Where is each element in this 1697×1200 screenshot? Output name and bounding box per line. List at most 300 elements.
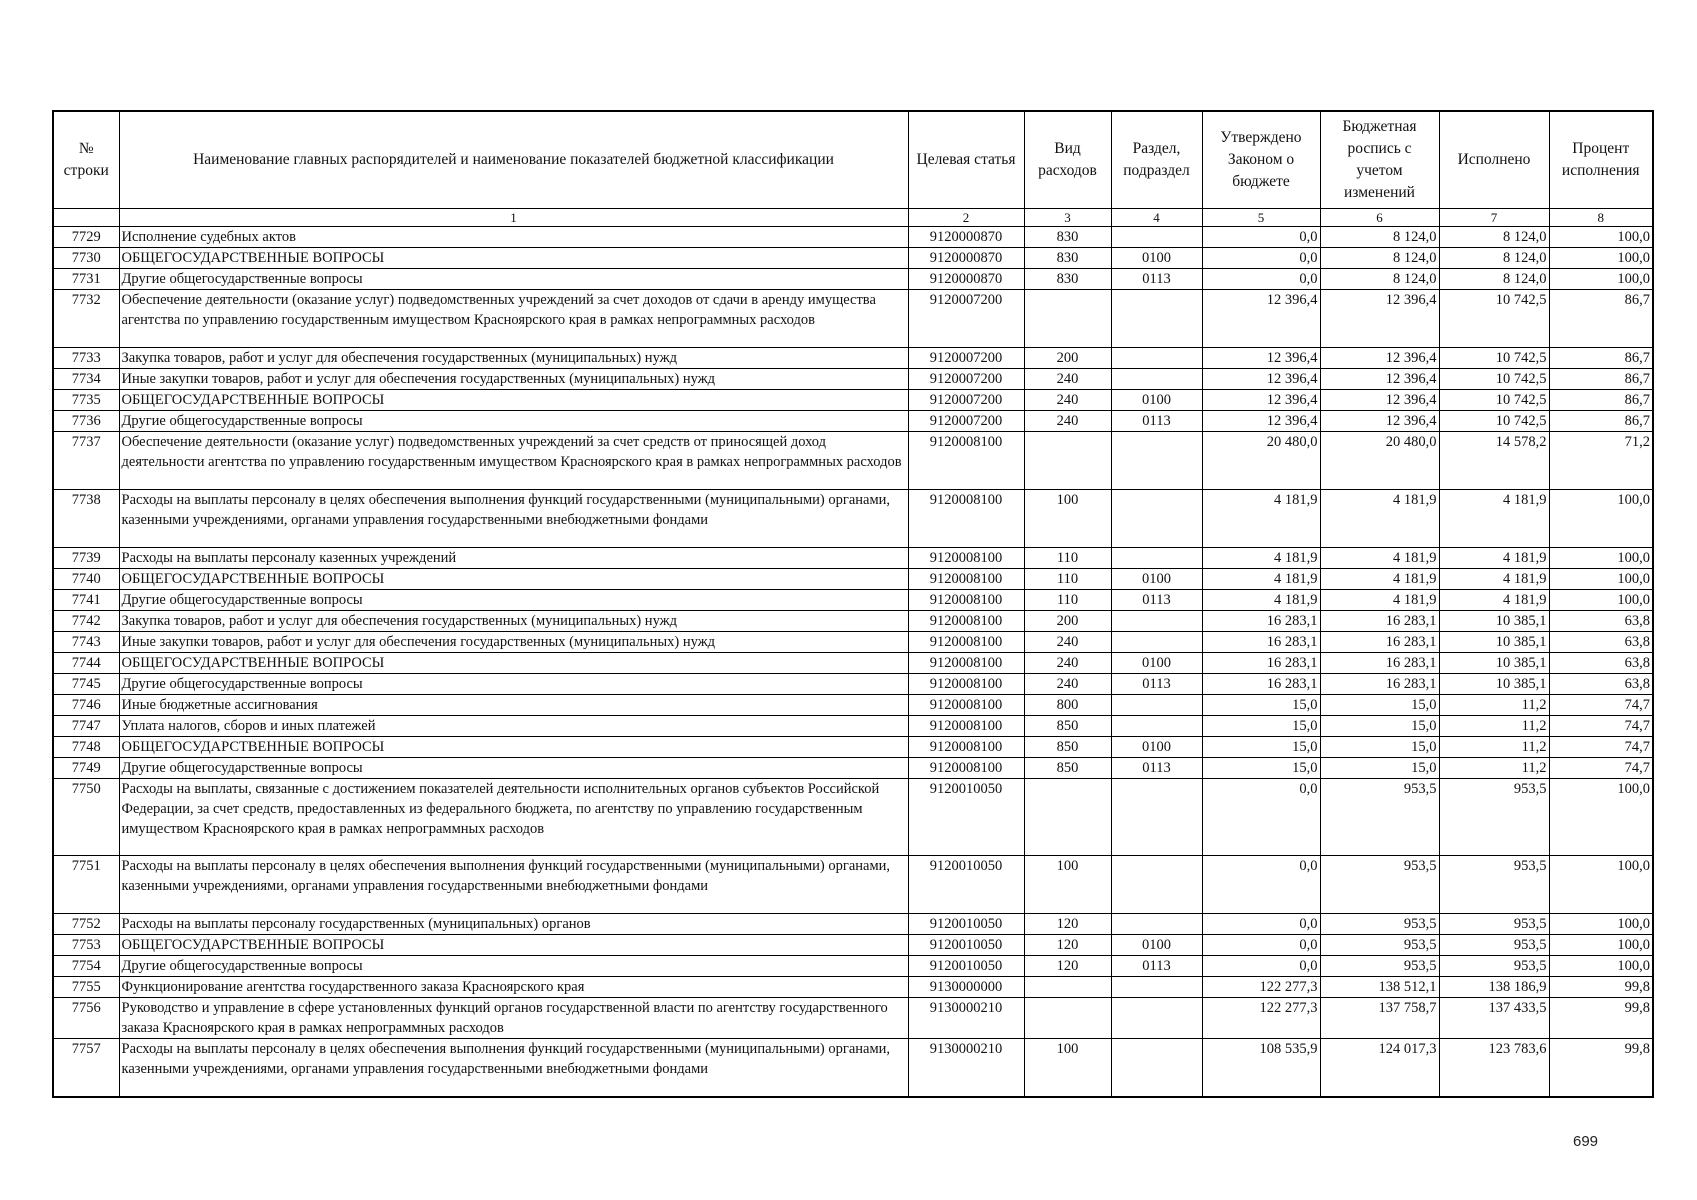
header-executed: Исполнено: [1439, 111, 1549, 209]
row-budget: 15,0: [1320, 716, 1439, 737]
row-section: [1111, 369, 1202, 390]
row-budget: 137 758,7: [1320, 998, 1439, 1039]
row-target: 9120000870: [908, 248, 1024, 269]
row-name: Иные бюджетные ассигнования: [119, 695, 908, 716]
column-number: 1: [119, 209, 908, 227]
row-target: 9120008100: [908, 569, 1024, 590]
row-percent: 100,0: [1549, 548, 1653, 569]
row-budget: 4 181,9: [1320, 548, 1439, 569]
row-type: 240: [1024, 411, 1111, 432]
row-approved: 0,0: [1202, 269, 1320, 290]
row-executed: 4 181,9: [1439, 590, 1549, 611]
row-approved: 16 283,1: [1202, 674, 1320, 695]
table-row: [53, 977, 1653, 998]
row-approved: 12 396,4: [1202, 390, 1320, 411]
header-approved: Утверждено Законом о бюджете: [1202, 111, 1320, 209]
row-number: 7740: [53, 569, 119, 590]
table-row: [53, 490, 1653, 548]
row-name: Расходы на выплаты персоналу в целях обеспечения выполнения функций государственными (муниципальными) органами, казенными учреждениями, органами управления государственными внебюджетными фондами: [119, 856, 908, 914]
row-budget: 953,5: [1320, 914, 1439, 935]
row-target: 9120008100: [908, 632, 1024, 653]
row-approved: 12 396,4: [1202, 369, 1320, 390]
row-name: Закупка товаров, работ и услуг для обеспечения государственных (муниципальных) нужд: [119, 611, 908, 632]
row-section: [1111, 348, 1202, 369]
row-number: 7753: [53, 935, 119, 956]
row-approved: 4 181,9: [1202, 569, 1320, 590]
row-name: ОБЩЕГОСУДАРСТВЕННЫЕ ВОПРОСЫ: [119, 653, 908, 674]
row-executed: 953,5: [1439, 856, 1549, 914]
row-percent: 86,7: [1549, 348, 1653, 369]
row-percent: 100,0: [1549, 856, 1653, 914]
row-name: Иные закупки товаров, работ и услуг для обеспечения государственных (муниципальных) нужд: [119, 632, 908, 653]
row-percent: 86,7: [1549, 411, 1653, 432]
row-target: 9120008100: [908, 758, 1024, 779]
table-row: [53, 674, 1653, 695]
row-executed: 10 385,1: [1439, 632, 1549, 653]
row-approved: 108 535,9: [1202, 1039, 1320, 1097]
row-name: Другие общегосударственные вопросы: [119, 411, 908, 432]
row-executed: 8 124,0: [1439, 248, 1549, 269]
row-executed: 10 385,1: [1439, 653, 1549, 674]
row-target: 9120008100: [908, 695, 1024, 716]
table-row: [53, 632, 1653, 653]
row-target: 9120007200: [908, 348, 1024, 369]
row-percent: 99,8: [1549, 998, 1653, 1039]
row-executed: 137 433,5: [1439, 998, 1549, 1039]
row-number: 7739: [53, 548, 119, 569]
row-budget: 16 283,1: [1320, 632, 1439, 653]
row-executed: 10 742,5: [1439, 290, 1549, 348]
row-percent: 100,0: [1549, 269, 1653, 290]
budget-sheet: [52, 110, 1652, 1098]
row-executed: 953,5: [1439, 935, 1549, 956]
row-budget: 16 283,1: [1320, 653, 1439, 674]
row-approved: 0,0: [1202, 956, 1320, 977]
row-budget: 138 512,1: [1320, 977, 1439, 998]
row-number: 7750: [53, 779, 119, 856]
row-approved: 4 181,9: [1202, 548, 1320, 569]
table-row: [53, 227, 1653, 248]
header-row: [53, 111, 1653, 209]
row-section: 0113: [1111, 758, 1202, 779]
row-target: 9120010050: [908, 856, 1024, 914]
row-section: [1111, 290, 1202, 348]
row-number: 7731: [53, 269, 119, 290]
row-type: 830: [1024, 248, 1111, 269]
row-percent: 74,7: [1549, 737, 1653, 758]
table-row: [53, 390, 1653, 411]
row-number: 7756: [53, 998, 119, 1039]
row-executed: 953,5: [1439, 779, 1549, 856]
row-section: 0113: [1111, 956, 1202, 977]
row-approved: 16 283,1: [1202, 611, 1320, 632]
row-number: 7744: [53, 653, 119, 674]
row-executed: 138 186,9: [1439, 977, 1549, 998]
row-executed: 10 742,5: [1439, 390, 1549, 411]
row-target: 9120008100: [908, 548, 1024, 569]
row-budget: 16 283,1: [1320, 674, 1439, 695]
row-budget: 4 181,9: [1320, 569, 1439, 590]
row-section: 0113: [1111, 411, 1202, 432]
row-target: 9120007200: [908, 369, 1024, 390]
row-executed: 953,5: [1439, 914, 1549, 935]
row-approved: 15,0: [1202, 737, 1320, 758]
row-target: 9120008100: [908, 490, 1024, 548]
row-executed: 123 783,6: [1439, 1039, 1549, 1097]
row-budget: 4 181,9: [1320, 490, 1439, 548]
row-type: 240: [1024, 653, 1111, 674]
table-row: [53, 1039, 1653, 1097]
row-section: [1111, 998, 1202, 1039]
row-approved: 15,0: [1202, 758, 1320, 779]
row-name: ОБЩЕГОСУДАРСТВЕННЫЕ ВОПРОСЫ: [119, 390, 908, 411]
row-target: 9130000210: [908, 1039, 1024, 1097]
table-row: [53, 411, 1653, 432]
row-budget: 12 396,4: [1320, 290, 1439, 348]
row-approved: 0,0: [1202, 227, 1320, 248]
header-row-no: № строки: [53, 111, 119, 209]
table-row: [53, 998, 1653, 1039]
row-target: 9120010050: [908, 779, 1024, 856]
row-section: [1111, 227, 1202, 248]
row-budget: 8 124,0: [1320, 269, 1439, 290]
row-section: 0100: [1111, 653, 1202, 674]
row-approved: 4 181,9: [1202, 490, 1320, 548]
row-section: 0100: [1111, 935, 1202, 956]
row-number: 7735: [53, 390, 119, 411]
table-row: [53, 369, 1653, 390]
row-budget: 15,0: [1320, 737, 1439, 758]
row-approved: 0,0: [1202, 779, 1320, 856]
table-row: [53, 758, 1653, 779]
row-budget: 12 396,4: [1320, 411, 1439, 432]
row-executed: 10 385,1: [1439, 611, 1549, 632]
table-row: [53, 432, 1653, 490]
row-executed: 4 181,9: [1439, 490, 1549, 548]
row-percent: 100,0: [1549, 490, 1653, 548]
row-name: ОБЩЕГОСУДАРСТВЕННЫЕ ВОПРОСЫ: [119, 569, 908, 590]
row-budget: 16 283,1: [1320, 611, 1439, 632]
row-type: 850: [1024, 737, 1111, 758]
row-name: Другие общегосударственные вопросы: [119, 674, 908, 695]
row-percent: 86,7: [1549, 369, 1653, 390]
row-target: 9130000000: [908, 977, 1024, 998]
table-row: [53, 956, 1653, 977]
row-type: 200: [1024, 611, 1111, 632]
row-target: 9120008100: [908, 611, 1024, 632]
row-percent: 100,0: [1549, 956, 1653, 977]
table-body: [53, 227, 1653, 1097]
row-target: 9120008100: [908, 590, 1024, 611]
table-row: [53, 856, 1653, 914]
row-type: [1024, 977, 1111, 998]
row-target: 9120000870: [908, 269, 1024, 290]
row-number: 7746: [53, 695, 119, 716]
row-percent: 100,0: [1549, 248, 1653, 269]
table-row: [53, 548, 1653, 569]
row-name: ОБЩЕГОСУДАРСТВЕННЫЕ ВОПРОСЫ: [119, 737, 908, 758]
row-type: 850: [1024, 716, 1111, 737]
row-number: 7743: [53, 632, 119, 653]
row-target: 9120007200: [908, 390, 1024, 411]
row-name: Расходы на выплаты персоналу в целях обеспечения выполнения функций государственными (муниципальными) органами, казенными учреждениями, органами управления государственными внебюджетными фондами: [119, 490, 908, 548]
column-number: 4: [1111, 209, 1202, 227]
row-approved: 0,0: [1202, 935, 1320, 956]
table-row: [53, 779, 1653, 856]
table-row: [53, 695, 1653, 716]
row-type: 120: [1024, 956, 1111, 977]
row-type: 240: [1024, 632, 1111, 653]
row-executed: 11,2: [1439, 716, 1549, 737]
row-number: 7752: [53, 914, 119, 935]
row-percent: 100,0: [1549, 227, 1653, 248]
row-number: 7730: [53, 248, 119, 269]
row-budget: 953,5: [1320, 779, 1439, 856]
row-target: 9120008100: [908, 674, 1024, 695]
row-section: 0100: [1111, 569, 1202, 590]
row-type: 240: [1024, 369, 1111, 390]
row-section: [1111, 914, 1202, 935]
table-row: [53, 914, 1653, 935]
row-approved: 12 396,4: [1202, 290, 1320, 348]
row-approved: 4 181,9: [1202, 590, 1320, 611]
row-percent: 99,8: [1549, 977, 1653, 998]
row-number: 7734: [53, 369, 119, 390]
row-section: [1111, 490, 1202, 548]
row-section: [1111, 716, 1202, 737]
column-number: 7: [1439, 209, 1549, 227]
column-number: [53, 209, 119, 227]
row-executed: 8 124,0: [1439, 227, 1549, 248]
row-number: 7741: [53, 590, 119, 611]
row-section: [1111, 695, 1202, 716]
row-approved: 122 277,3: [1202, 977, 1320, 998]
row-type: 100: [1024, 1039, 1111, 1097]
row-target: 9130000210: [908, 998, 1024, 1039]
row-name: Исполнение судебных актов: [119, 227, 908, 248]
column-number: 2: [908, 209, 1024, 227]
row-name: Закупка товаров, работ и услуг для обеспечения государственных (муниципальных) нужд: [119, 348, 908, 369]
header-type: Вид расходов: [1024, 111, 1111, 209]
row-number: 7749: [53, 758, 119, 779]
row-number: 7733: [53, 348, 119, 369]
row-percent: 63,8: [1549, 653, 1653, 674]
budget-table: [52, 110, 1654, 1098]
row-name: ОБЩЕГОСУДАРСТВЕННЫЕ ВОПРОСЫ: [119, 248, 908, 269]
row-percent: 100,0: [1549, 779, 1653, 856]
row-budget: 953,5: [1320, 956, 1439, 977]
row-executed: 14 578,2: [1439, 432, 1549, 490]
row-section: 0100: [1111, 737, 1202, 758]
row-target: 9120008100: [908, 737, 1024, 758]
row-name: Иные закупки товаров, работ и услуг для обеспечения государственных (муниципальных) нужд: [119, 369, 908, 390]
row-budget: 12 396,4: [1320, 390, 1439, 411]
table-row: [53, 290, 1653, 348]
row-budget: 953,5: [1320, 935, 1439, 956]
table-row: [53, 653, 1653, 674]
row-executed: 953,5: [1439, 956, 1549, 977]
row-type: 240: [1024, 674, 1111, 695]
row-name: Расходы на выплаты персоналу государственных (муниципальных) органов: [119, 914, 908, 935]
row-number: 7732: [53, 290, 119, 348]
row-name: Уплата налогов, сборов и иных платежей: [119, 716, 908, 737]
row-budget: 12 396,4: [1320, 369, 1439, 390]
row-target: 9120010050: [908, 935, 1024, 956]
row-type: 800: [1024, 695, 1111, 716]
row-approved: 15,0: [1202, 695, 1320, 716]
row-section: [1111, 632, 1202, 653]
row-type: 110: [1024, 569, 1111, 590]
row-percent: 100,0: [1549, 569, 1653, 590]
row-type: 120: [1024, 914, 1111, 935]
row-percent: 86,7: [1549, 390, 1653, 411]
row-approved: 16 283,1: [1202, 653, 1320, 674]
row-number: 7745: [53, 674, 119, 695]
row-percent: 74,7: [1549, 695, 1653, 716]
row-type: 110: [1024, 548, 1111, 569]
table-row: [53, 569, 1653, 590]
row-name: Расходы на выплаты персоналу казенных учреждений: [119, 548, 908, 569]
row-percent: 100,0: [1549, 914, 1653, 935]
header-target: Целевая статья: [908, 111, 1024, 209]
row-target: 9120008100: [908, 716, 1024, 737]
row-budget: 15,0: [1320, 758, 1439, 779]
column-number: 6: [1320, 209, 1439, 227]
row-approved: 0,0: [1202, 856, 1320, 914]
row-target: 9120007200: [908, 411, 1024, 432]
row-name: Обеспечение деятельности (оказание услуг) подведомственных учреждений за счет средств от приносящей доход деятельности агентства по управлению государственным имуществом Красноярского края в рамках непрограммных расходов: [119, 432, 908, 490]
row-approved: 16 283,1: [1202, 632, 1320, 653]
row-percent: 71,2: [1549, 432, 1653, 490]
row-target: 9120010050: [908, 956, 1024, 977]
header-budget: Бюджетная роспись с учетом изменений: [1320, 111, 1439, 209]
row-executed: 11,2: [1439, 737, 1549, 758]
row-percent: 86,7: [1549, 290, 1653, 348]
header-name: Наименование главных распорядителей и наименование показателей бюджетной классификации: [119, 111, 908, 209]
row-percent: 63,8: [1549, 674, 1653, 695]
row-type: 850: [1024, 758, 1111, 779]
row-executed: 4 181,9: [1439, 548, 1549, 569]
row-percent: 99,8: [1549, 1039, 1653, 1097]
table-row: [53, 737, 1653, 758]
row-name: ОБЩЕГОСУДАРСТВЕННЫЕ ВОПРОСЫ: [119, 935, 908, 956]
row-executed: 10 742,5: [1439, 369, 1549, 390]
row-section: [1111, 779, 1202, 856]
row-percent: 100,0: [1549, 590, 1653, 611]
header-percent: Процент исполнения: [1549, 111, 1653, 209]
row-number: 7742: [53, 611, 119, 632]
row-budget: 8 124,0: [1320, 227, 1439, 248]
table-row: [53, 248, 1653, 269]
row-percent: 63,8: [1549, 611, 1653, 632]
row-number: 7755: [53, 977, 119, 998]
row-percent: 74,7: [1549, 716, 1653, 737]
row-type: 100: [1024, 490, 1111, 548]
column-number: 8: [1549, 209, 1653, 227]
row-name: Расходы на выплаты персоналу в целях обеспечения выполнения функций государственными (муниципальными) органами, казенными учреждениями, органами управления государственными внебюджетными фондами: [119, 1039, 908, 1097]
row-section: 0113: [1111, 590, 1202, 611]
row-executed: 10 385,1: [1439, 674, 1549, 695]
row-type: 200: [1024, 348, 1111, 369]
row-section: 0113: [1111, 674, 1202, 695]
row-number: 7736: [53, 411, 119, 432]
row-type: [1024, 290, 1111, 348]
row-section: 0100: [1111, 248, 1202, 269]
row-executed: 10 742,5: [1439, 411, 1549, 432]
row-type: [1024, 779, 1111, 856]
table-row: [53, 611, 1653, 632]
row-name: Другие общегосударственные вопросы: [119, 590, 908, 611]
row-section: 0113: [1111, 269, 1202, 290]
row-number: 7738: [53, 490, 119, 548]
table-row: [53, 935, 1653, 956]
row-budget: 12 396,4: [1320, 348, 1439, 369]
row-section: 0100: [1111, 390, 1202, 411]
row-approved: 12 396,4: [1202, 411, 1320, 432]
row-target: 9120007200: [908, 290, 1024, 348]
row-name: Другие общегосударственные вопросы: [119, 758, 908, 779]
row-approved: 0,0: [1202, 914, 1320, 935]
page-number: 699: [1573, 1133, 1599, 1150]
table-row: [53, 269, 1653, 290]
row-section: [1111, 1039, 1202, 1097]
row-target: 9120008100: [908, 653, 1024, 674]
row-name: Другие общегосударственные вопросы: [119, 269, 908, 290]
row-number: 7754: [53, 956, 119, 977]
row-percent: 100,0: [1549, 935, 1653, 956]
row-number: 7737: [53, 432, 119, 490]
row-budget: 20 480,0: [1320, 432, 1439, 490]
row-target: 9120010050: [908, 914, 1024, 935]
row-approved: 15,0: [1202, 716, 1320, 737]
row-type: 120: [1024, 935, 1111, 956]
row-number: 7747: [53, 716, 119, 737]
row-executed: 11,2: [1439, 695, 1549, 716]
row-budget: 124 017,3: [1320, 1039, 1439, 1097]
row-type: 830: [1024, 269, 1111, 290]
row-approved: 20 480,0: [1202, 432, 1320, 490]
row-executed: 8 124,0: [1439, 269, 1549, 290]
row-executed: 10 742,5: [1439, 348, 1549, 369]
row-budget: 8 124,0: [1320, 248, 1439, 269]
row-section: [1111, 432, 1202, 490]
row-number: 7751: [53, 856, 119, 914]
row-budget: 15,0: [1320, 695, 1439, 716]
row-name: Другие общегосударственные вопросы: [119, 956, 908, 977]
row-target: 9120008100: [908, 432, 1024, 490]
table-row: [53, 716, 1653, 737]
column-numbering-row: [53, 209, 1653, 227]
row-percent: 63,8: [1549, 632, 1653, 653]
table-row: [53, 590, 1653, 611]
row-type: 830: [1024, 227, 1111, 248]
row-type: 110: [1024, 590, 1111, 611]
column-number: 5: [1202, 209, 1320, 227]
row-number: 7729: [53, 227, 119, 248]
header-section: Раздел, подраздел: [1111, 111, 1202, 209]
row-approved: 12 396,4: [1202, 348, 1320, 369]
column-number: 3: [1024, 209, 1111, 227]
row-number: 7748: [53, 737, 119, 758]
row-name: Руководство и управление в сфере установленных функций органов государственной власти по агентству государственного заказа Красноярского края в рамках непрограммных расходов: [119, 998, 908, 1039]
row-name: Обеспечение деятельности (оказание услуг) подведомственных учреждений за счет доходов от сдачи в аренду имущества агентства по управлению государственным имуществом Красноярского края в рамках непрограммных расходов: [119, 290, 908, 348]
row-type: 100: [1024, 856, 1111, 914]
row-approved: 0,0: [1202, 248, 1320, 269]
row-executed: 11,2: [1439, 758, 1549, 779]
row-name: Расходы на выплаты, связанные с достижением показателей деятельности исполнительных органов субъектов Российской Федерации, за счет средств, предоставленных из федерального бюджета, по агентству по управлению государственным имуществом Красноярского края в рамках непрограммных расходов: [119, 779, 908, 856]
table-row: [53, 348, 1653, 369]
row-type: [1024, 998, 1111, 1039]
